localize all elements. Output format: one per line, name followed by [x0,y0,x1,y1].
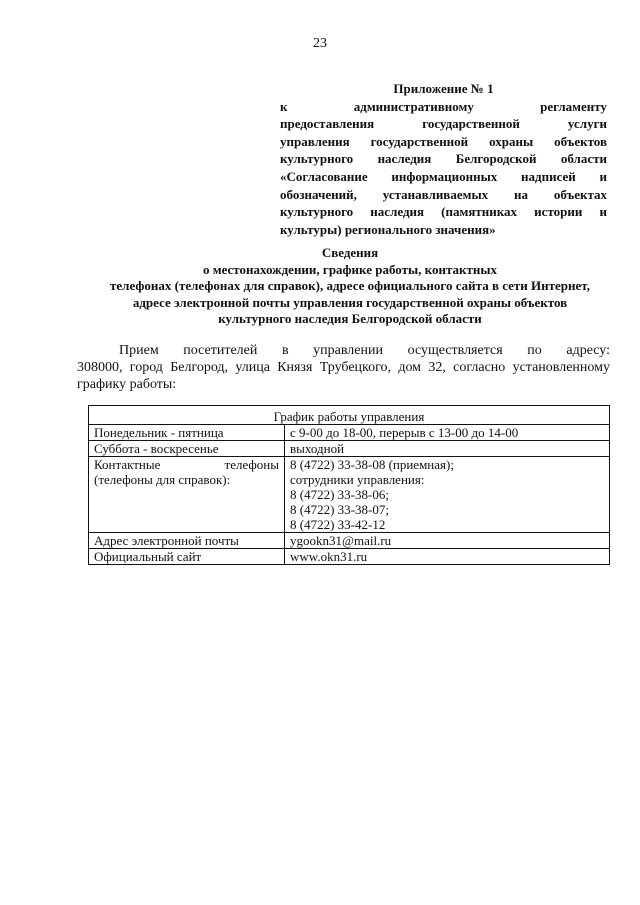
paragraph-line: Прием посетителей в управлении осуществляется по адресу: [119,343,610,358]
row-label-line: (телефоны для справок): [94,472,231,487]
table-row [89,425,610,441]
row-label: Понедельник - пятница [89,425,285,441]
table-header-row [89,406,610,425]
reception-paragraph [77,342,610,394]
table-row [89,441,610,457]
heading-line: о местонахождении, графике работы, контактных [202,261,498,277]
appendix-line: предоставления государственной услуги [280,116,607,132]
row-label: Официальный сайт [89,549,285,565]
appendix-line: обозначений, устанавливаемых на объектах [280,186,607,202]
table-row [89,549,610,565]
table-header: График работы управления [89,406,610,425]
table-row [89,533,610,549]
page-number: 23 [313,36,327,51]
phone-line: 8 (4722) 33-38-07; [290,502,389,517]
row-value: выходной [285,441,610,457]
phone-line: сотрудники управления: [290,472,425,487]
table-row [89,457,610,533]
appendix-block [280,80,607,238]
heading-title: Сведения [321,245,379,260]
heading-line: телефонах (телефонах для справок), адресе официального сайта в сети Интернет, [110,278,590,294]
row-value: с 9-00 до 18-00, перерыв с 13-00 до 14-00 [285,425,610,441]
heading-line: культурного наследия Белгородской области [218,311,482,327]
appendix-title: Приложение № 1 [393,81,494,96]
appendix-line: культурного наследия (памятниках истории и [280,204,607,220]
phone-line: 8 (4722) 33-38-08 (приемная); [290,457,454,472]
phone-line: 8 (4722) 33-38-06; [290,487,389,502]
schedule-table [88,405,610,565]
website-value: www.okn31.ru [285,549,610,565]
row-label: Суббота - воскресенье [89,441,285,457]
row-label [89,457,285,533]
row-label-line: Контактные телефоны [94,457,279,472]
paragraph-line: графику работы: [77,377,177,393]
email-value: ygookn31@mail.ru [285,533,610,549]
phone-line: 8 (4722) 33-42-12 [290,517,386,532]
appendix-line: культурного наследия Белгородской области [280,151,607,167]
row-label: Адрес электронной почты [89,533,285,549]
heading-line: адресе электронной почты управления государственной охраны объектов [132,294,568,310]
row-value [285,457,610,533]
paragraph-line: 308000, город Белгород, улица Князя Трубецкого, дом 32, согласно установленному [77,360,610,376]
appendix-line: культуры) регионального значения» [280,221,496,237]
appendix-line: управления государственной охраны объектов [280,133,607,149]
appendix-line: «Согласование информационных надписей и [280,168,607,184]
appendix-line: к административному регламенту [280,98,607,114]
document-heading [80,245,620,328]
